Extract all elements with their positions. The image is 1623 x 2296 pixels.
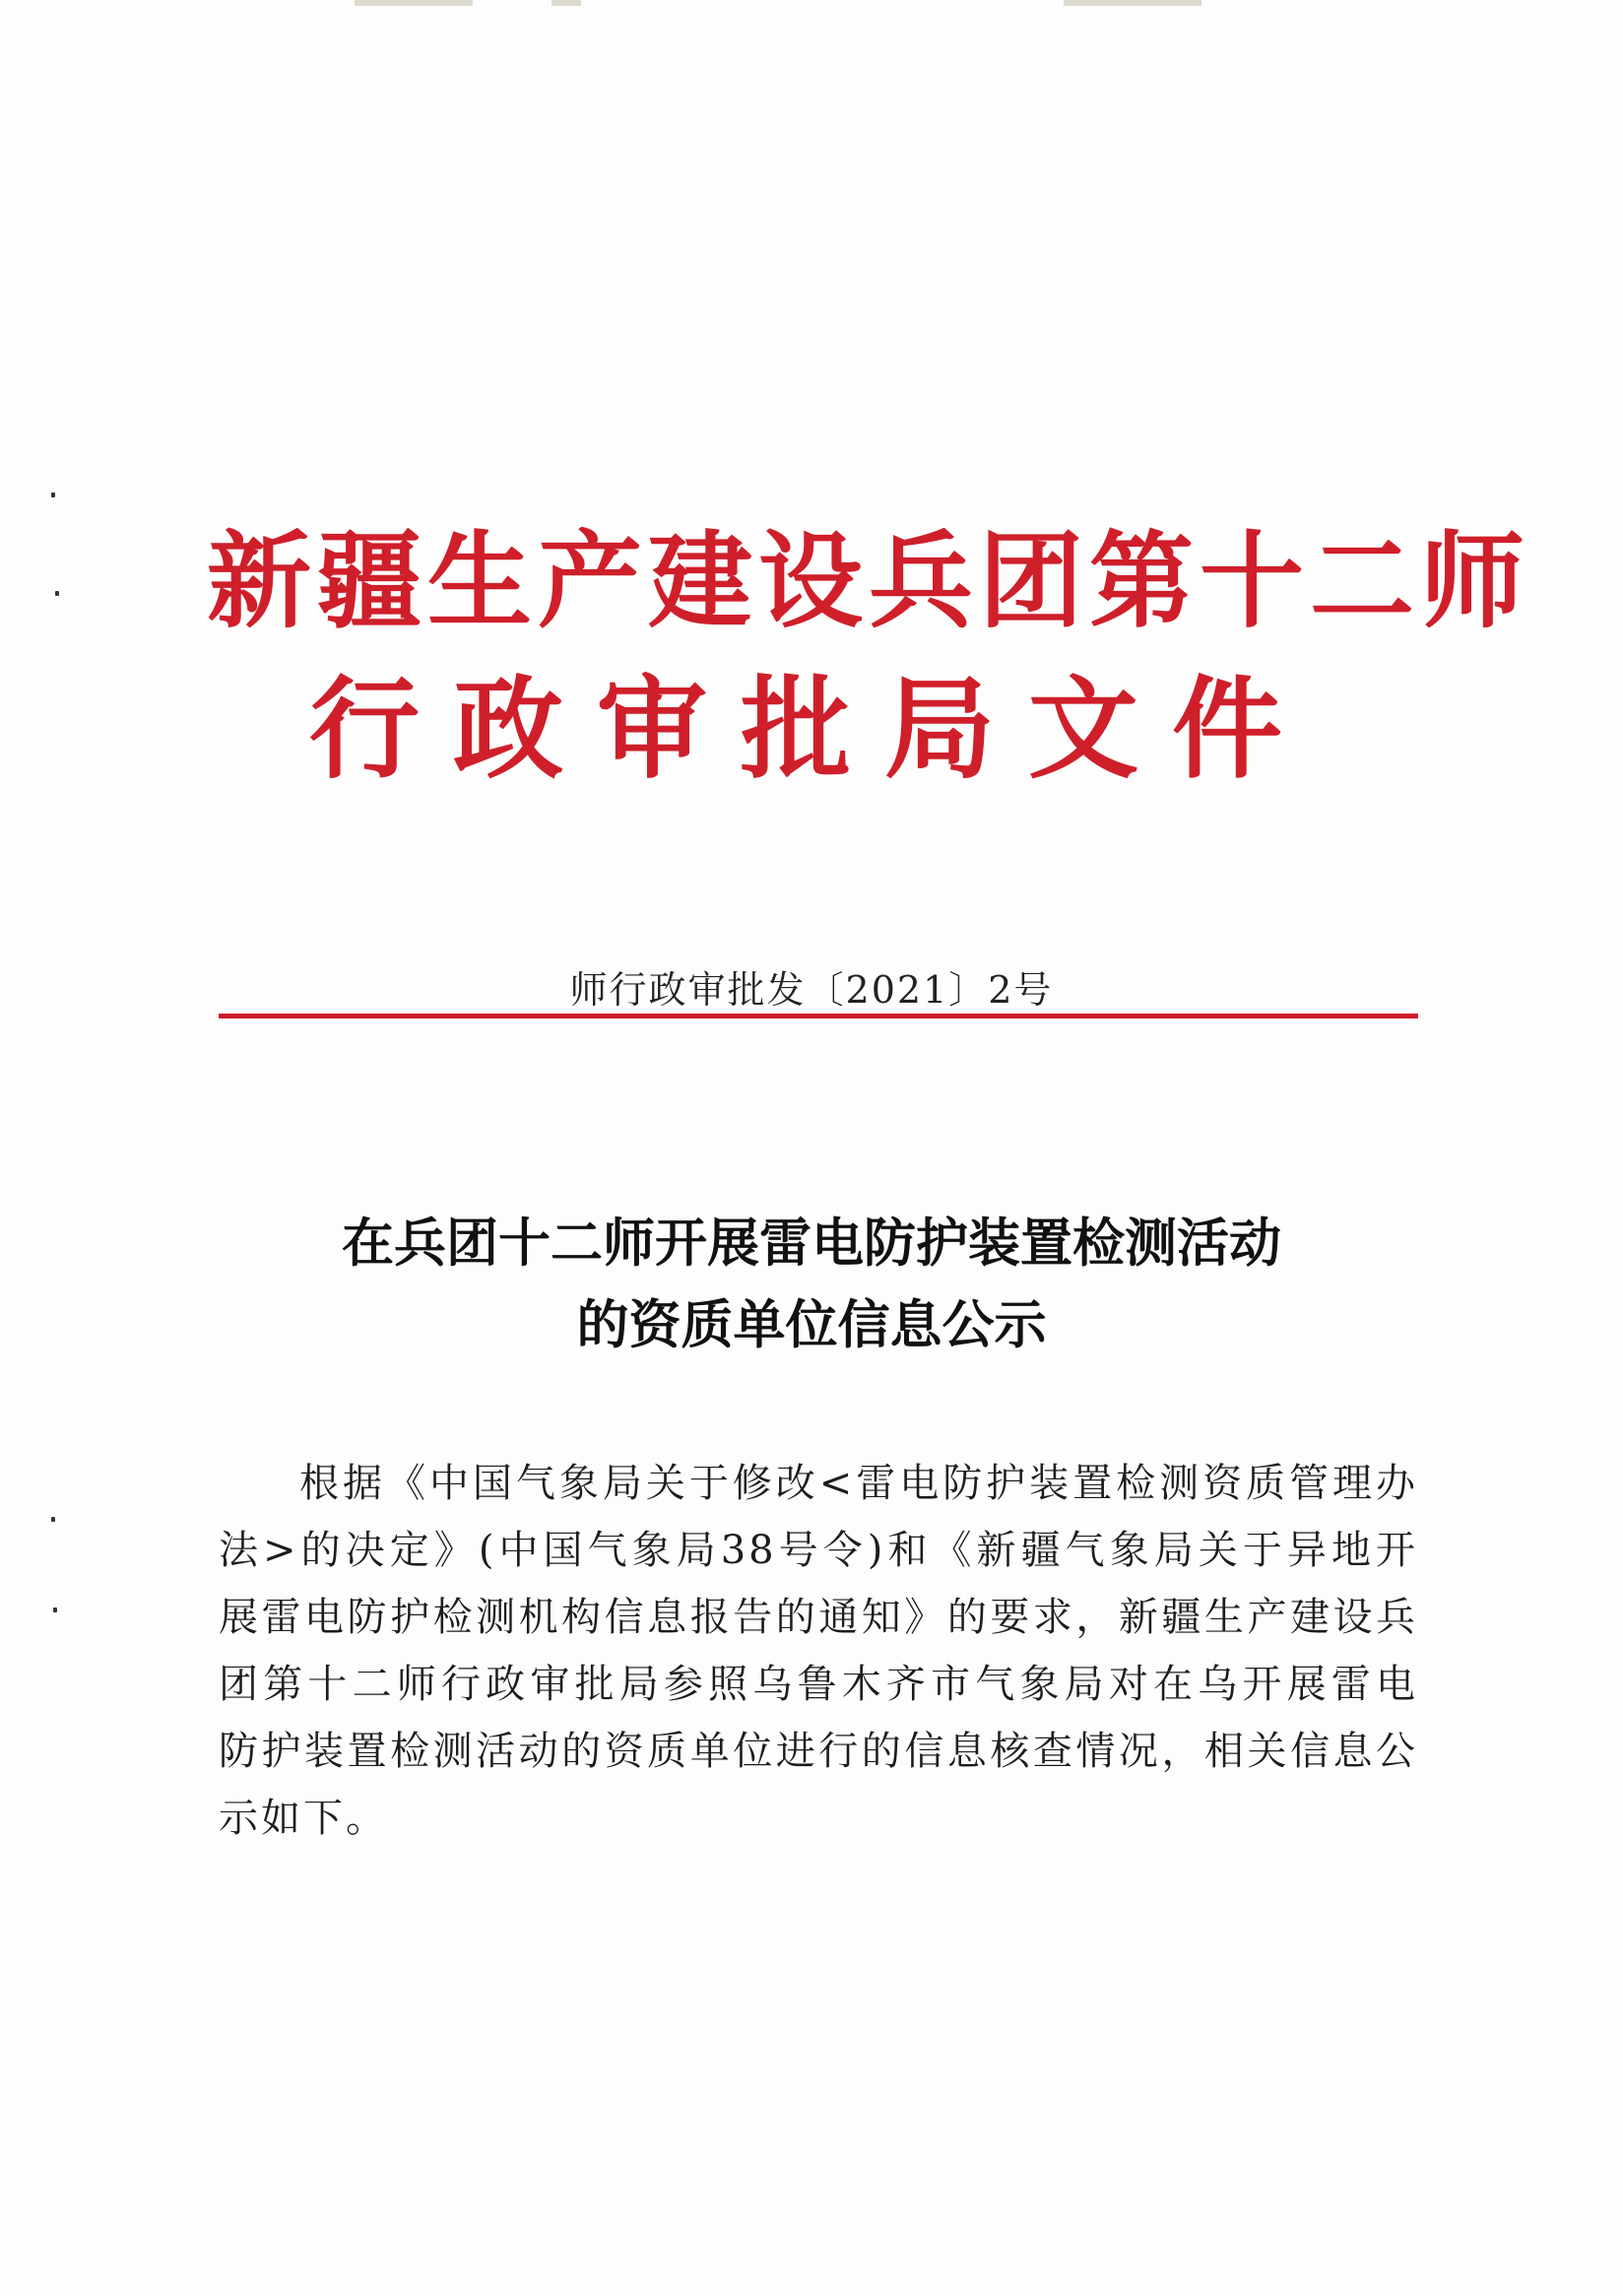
document-number: 师行政审批发〔2021〕2号 xyxy=(569,968,1054,1012)
binding-hole-mark xyxy=(53,1607,57,1612)
body-line: 法>的决定》(中国气象局38号令)和《新疆气象局关于异地开 xyxy=(219,1528,1418,1573)
binding-hole-mark xyxy=(55,591,59,596)
binding-hole-mark xyxy=(51,492,55,497)
body-paragraph xyxy=(219,1450,1418,1852)
masthead-issuer: 新疆生产建设兵团第十二师 xyxy=(207,519,1530,642)
body-line: 根据《中国气象局关于修改<雷电防护装置检测资质管理办 xyxy=(299,1461,1418,1506)
document-title-line-1: 在兵团十二师开展雷电防护装置检测活动 xyxy=(342,1213,1281,1274)
body-line: 团第十二师行政审批局参照乌鲁木齐市气象局对在乌开展雷电 xyxy=(219,1662,1418,1707)
binding-hole-mark xyxy=(51,1517,55,1522)
body-line: 防护装置检测活动的资质单位进行的信息核查情况，相关信息公 xyxy=(219,1729,1418,1774)
scan-artifact xyxy=(1064,0,1201,6)
masthead-document-type: 行政审批局文件 xyxy=(309,665,1316,794)
scan-artifact xyxy=(552,0,581,6)
red-separator-rule xyxy=(219,1014,1418,1018)
body-line: 展雷电防护检测机构信息报告的通知》的要求，新疆生产建设兵 xyxy=(219,1595,1418,1640)
scan-artifact xyxy=(355,0,473,6)
body-line: 示如下。 xyxy=(219,1796,388,1841)
document-title-line-2: 的资质单位信息公示 xyxy=(576,1294,1047,1355)
